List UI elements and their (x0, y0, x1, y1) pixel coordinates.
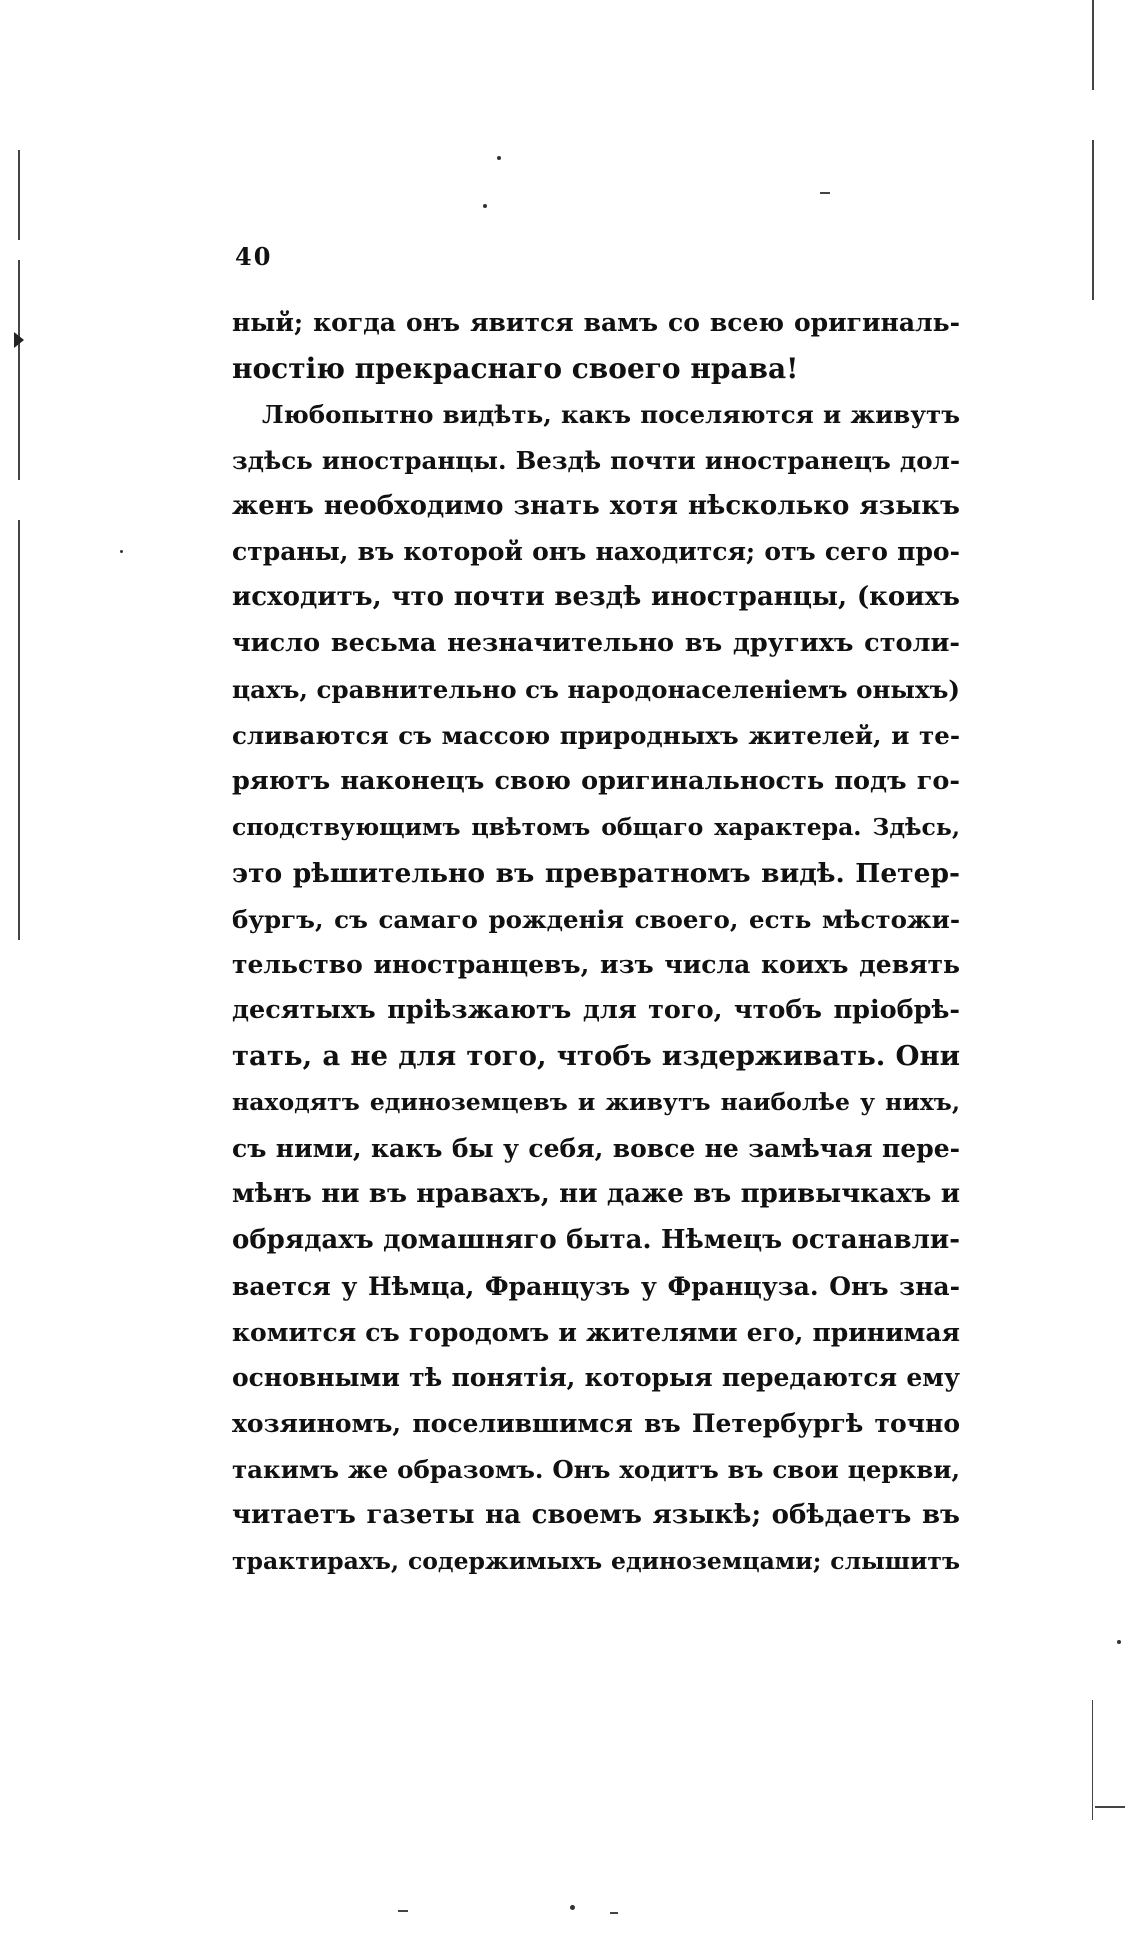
scan-edge-artifact (18, 260, 20, 480)
text-line: обрядахъ домашняго быта. Нѣмецъ останавли- (232, 1224, 960, 1255)
text-line: Любопытно видѣть, какъ поселяются и живутъ (262, 399, 960, 429)
text-line: сливаются съ массою природныхъ жителей, и те- (232, 721, 960, 751)
scan-edge-artifact (1092, 140, 1094, 300)
scan-edge-artifact (1092, 1700, 1093, 1820)
text-line: исходитъ, что почти вездѣ иностранцы, (коихъ (232, 582, 960, 613)
text-line: ный; когда онъ явится вамъ со всею оригиналь- (232, 308, 960, 337)
scan-speck (570, 1905, 575, 1910)
text-line: съ ними, какъ бы у себя, вовсе не замѣчая пере- (232, 1134, 960, 1164)
text-line: мѣнъ ни въ нравахъ, ни даже въ привычкахъ и (232, 1178, 960, 1209)
text-line: вается у Нѣмца, Французъ у Француза. Онъ зна- (232, 1271, 960, 1301)
text-line: цахъ, сравнительно съ народонаселеніемъ оныхъ) (232, 675, 960, 705)
text-line: основными тѣ понятія, которыя передаются ему (232, 1363, 960, 1393)
text-line: страны, въ которой онъ находится; отъ сего про- (232, 537, 960, 567)
scan-speck (398, 1910, 408, 1912)
scan-speck (1117, 1640, 1121, 1644)
text-line: такимъ же образомъ. Онъ ходитъ въ свои церкви, (232, 1455, 960, 1485)
text-line: читаетъ газеты на своемъ языкѣ; обѣдаетъ въ (232, 1500, 960, 1531)
page-number: 40 (235, 242, 273, 271)
scan-edge-artifact (1092, 0, 1094, 90)
text-line: хозяиномъ, поселившимся въ Петербургѣ точно (232, 1409, 960, 1439)
text-line: трактирахъ, содержимыхъ единоземцами; слышитъ (232, 1547, 960, 1576)
scan-speck (610, 1912, 618, 1914)
scan-edge-mark (14, 332, 24, 348)
text-line: сподствующимъ цвѣтомъ общаго характера. Здѣсь, (232, 812, 960, 841)
text-line: женъ необходимо знать хотя нѣсколько языкъ (232, 490, 960, 521)
scan-edge-artifact (18, 520, 20, 940)
text-line: здѣсь иностранцы. Вездѣ почти иностранецъ дол- (232, 445, 960, 475)
text-line: ряютъ наконецъ свою оригинальность подъ го- (232, 765, 960, 796)
text-line: комится съ городомъ и жителями его, принимая (232, 1317, 960, 1347)
scan-speck (120, 550, 123, 553)
scan-edge-artifact (18, 150, 20, 240)
text-line: находятъ единоземцевъ и живутъ наиболѣе у нихъ, (232, 1088, 960, 1117)
text-line: тать, а не для того, чтобъ издерживать. Они (232, 1040, 960, 1073)
text-line: число весьма незначительно въ другихъ столи- (232, 628, 960, 659)
scan-speck (820, 192, 830, 194)
scan-speck (497, 156, 501, 160)
scan-speck (1095, 1806, 1125, 1808)
text-line: ностію прекраснаго своего нрава! (232, 351, 799, 385)
text-line: это рѣшительно въ превратномъ видѣ. Петер- (232, 857, 960, 889)
body-text (232, 300, 960, 1585)
scan-speck (483, 204, 487, 208)
text-line: тельство иностранцевъ, изъ числа коихъ девять (232, 950, 960, 980)
text-line: десятыхъ пріѣзжаютъ для того, чтобъ пріобрѣ- (232, 995, 960, 1026)
text-line: бургъ, съ самаго рожденія своего, есть мѣстожи- (232, 904, 960, 934)
